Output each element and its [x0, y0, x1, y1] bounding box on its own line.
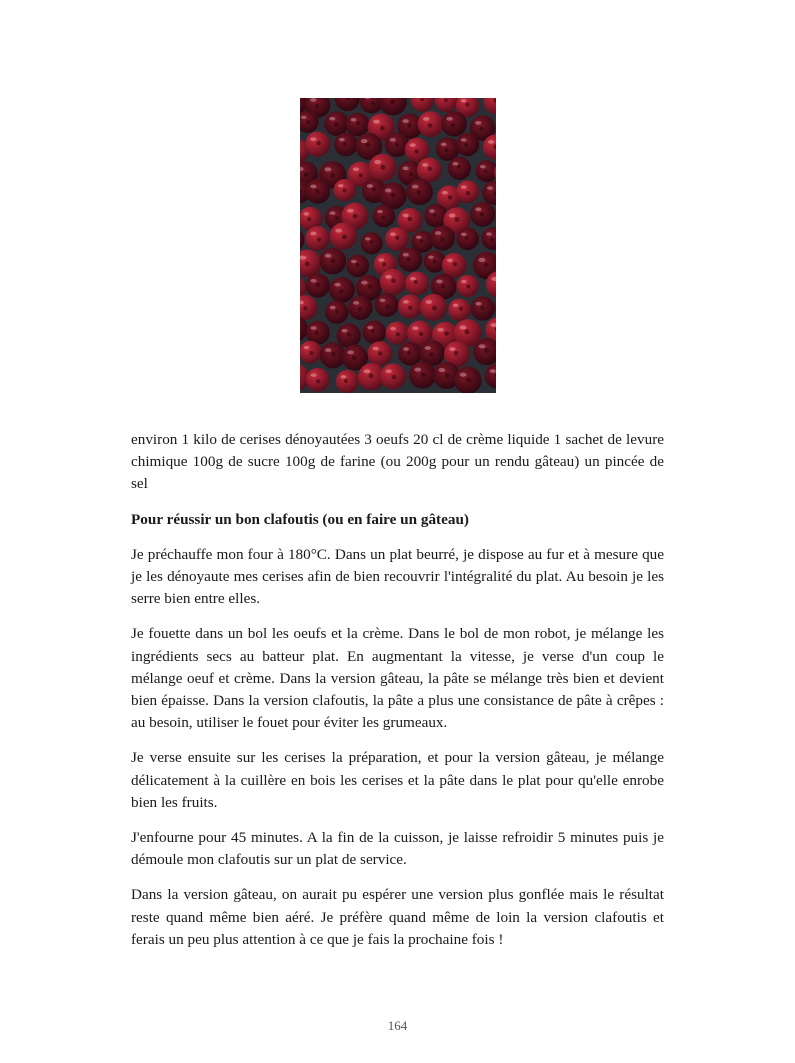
cherry: [398, 295, 422, 319]
cherry: [329, 277, 355, 303]
cherry: [409, 361, 436, 388]
cherry: [441, 111, 467, 137]
cherry: [373, 205, 396, 228]
recipe-text: [131, 429, 664, 964]
cherry: [448, 157, 471, 180]
cherry: [386, 322, 409, 345]
cherry: [456, 228, 478, 250]
cherry: [375, 293, 399, 317]
cherry: [363, 321, 386, 344]
cherry: [333, 179, 355, 201]
cherry: [361, 232, 383, 254]
cherry: [420, 294, 447, 321]
cherry: [346, 255, 369, 278]
cherry: [380, 363, 406, 389]
cherry: [454, 366, 482, 393]
cherry: [348, 296, 372, 320]
cherry: [417, 158, 442, 183]
cherries-illustration: [300, 98, 496, 393]
cherry: [300, 341, 322, 364]
cherry: [456, 180, 479, 203]
cherry: [405, 272, 429, 296]
cherry: [407, 179, 433, 205]
section-heading: Pour réussir un bon clafoutis (ou en faire un gâteau): [131, 510, 469, 528]
cherry: [448, 299, 470, 321]
cherry: [305, 132, 330, 157]
cherry: [320, 342, 346, 368]
cherry: [319, 248, 346, 275]
cherry: [336, 370, 359, 393]
cherry: [306, 368, 330, 392]
step-paragraph-5: Dans la version gâteau, on aurait pu espérer une version plus gonflée mais le résultat reste quand même bien aéré. Je préfère quand même de loin la version clafoutis et ferais un peu plus attention à ce que je fais la prochaine fois !: [131, 886, 664, 948]
step-paragraph-2: Je fouette dans un bol les oeufs et la crème. Dans le bol de mon robot, je mélange les ingrédients secs au batteur plat. En augmentant la vitesse, je verse d'un coup le mélange oeuf et crème. Dans la version gâteau, la pâte se mélange très bien et devient bien épaisse. Dans la version clafoutis, la pâte a plus une consistance de pâte à crêpes : au besoin, utiliser le fouet pour éviter les grumeaux.: [131, 625, 664, 732]
cherry: [457, 275, 479, 297]
cherry: [471, 296, 495, 320]
cherry: [305, 226, 330, 251]
cherry: [334, 133, 358, 157]
step-paragraph-1: Je préchauffe mon four à 180°C. Dans un plat beurré, je dispose au fur et à mesure que je les dénoyaute mes cerises afin de bien recouvrir l'intégralité du plat. Au besoin je les serre bien entre elles.: [131, 545, 664, 608]
step-paragraph-3: Je verse ensuite sur les cerises la préparation, et pour la version gâteau, je mélange délicatement à la cuillère en bois les cerises et la pâte dans le plat pour qu'elle enrobe bien les fruits.: [131, 749, 664, 811]
cherry: [398, 342, 422, 366]
cherry: [346, 113, 370, 137]
cherry: [305, 179, 330, 204]
cherry: [324, 111, 349, 136]
ingredients-paragraph: environ 1 kilo de cerises dénoyautées 3 oeufs 20 cl de crème liquide 1 sachet de levure chimique 100g de sucre 100g de farine (ou 200g pour un rendu gâteau) un pincée de sel: [131, 431, 664, 493]
cherry: [430, 226, 455, 251]
cherry: [337, 323, 361, 347]
cherry: [398, 247, 422, 271]
cherry: [470, 202, 495, 227]
cherry: [456, 133, 479, 156]
page-number: 164: [387, 1018, 408, 1033]
step-paragraph-4: J'enfourne pour 45 minutes. A la fin de la cuisson, je laisse refroidir 5 minutes puis je démoule mon clafoutis sur un plat de service.: [131, 829, 664, 869]
cherry: [368, 341, 393, 366]
cherry: [330, 222, 357, 249]
cherry: [418, 111, 444, 137]
cherry: [369, 154, 397, 182]
cherry: [306, 273, 330, 297]
cherries-photo: [300, 98, 496, 393]
cherry: [385, 227, 409, 251]
cherry: [325, 300, 348, 323]
cherry: [380, 269, 406, 295]
